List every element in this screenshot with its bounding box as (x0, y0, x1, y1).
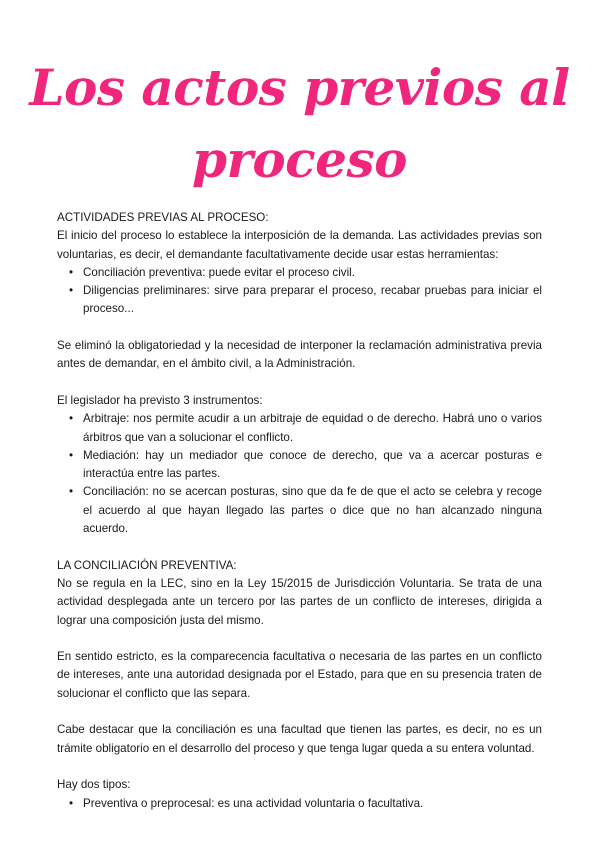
list-item-text: Conciliación: no se acercan posturas, sino que da fe de que el acto se celebra y recoge el acuerdo al que hayan llegado las partes o dice que no han alcanzado ninguna acuerdo. (83, 485, 542, 536)
page-title: Los actos previos al proceso (29, 58, 570, 189)
spacer (57, 319, 542, 337)
list-item (69, 264, 542, 282)
paragraph-conciliacion-1: No se regula en la LEC, sino en la Ley 15/2015 de Jurisdicción Voluntaria. Se trata de una actividad desplegada ante un tercero por las partes de un conflicto de intereses, dirigida a lograr una composición justa del mismo. (57, 576, 542, 627)
list-item-text: Preventiva o preprocesal: es una actividad voluntaria o facultativa. (83, 796, 424, 810)
spacer (57, 538, 542, 556)
paragraph-instrumentos-intro: El legislador ha previsto 3 instrumentos: (57, 393, 263, 407)
bullet-icon: • (69, 485, 74, 499)
bullet-icon: • (69, 448, 74, 462)
paragraph-obligatoriedad: Se eliminó la obligatoriedad y la necesidad de interponer la reclamación administrativa previa antes de demandar, en el ámbito civil, a la Administración. (57, 339, 542, 371)
list-item-text: Diligencias preliminares: sirve para preparar el proceso, recabar pruebas para iniciar el proceso... (83, 284, 542, 316)
bullet-icon: • (69, 265, 74, 279)
list-item (69, 282, 542, 319)
paragraph-actividades-intro: El inicio del proceso lo establece la interposición de la demanda. Las actividades previas son voluntarias, es decir, el demandante facultativamente decide usar estas herramientas: (57, 229, 542, 261)
list-item-text: Mediación: hay un mediador que conoce de derecho, que va a acercar posturas e interactúa entre las partes. (83, 448, 542, 481)
bullet-icon: • (69, 284, 74, 298)
bullet-icon: • (69, 412, 74, 426)
bullet-icon: • (69, 796, 74, 810)
paragraph-conciliacion-3: Cabe destacar que la conciliación es una facultad que tienen las partes, es decir, no es un trámite obligatorio en el desarrollo del proceso y que tenga lugar queda a su entera voluntad. (57, 723, 542, 755)
document-body (57, 209, 542, 813)
list-item (69, 795, 542, 813)
spacer (57, 758, 542, 776)
list-item-text: Arbitraje: nos permite acudir a un arbitraje de equidad o de derecho. Habrá uno o varios árbitros que van a solucionar el conflicto. (83, 412, 542, 444)
spacer (57, 630, 542, 648)
section-heading-conciliacion: LA CONCILIACIÓN PREVENTIVA: (57, 558, 237, 572)
section-heading-actividades: ACTIVIDADES PREVIAS AL PROCESO: (57, 211, 269, 224)
list-item (69, 483, 542, 538)
paragraph-conciliacion-2: En sentido estricto, es la comparecencia facultativa o necesaria de las partes en un conflicto de intereses, ante una autoridad designada por el Estado, para que en su presencia traten de solucionar el conflicto que las separa. (57, 650, 542, 700)
paragraph-tipos-intro: Hay dos tipos: (57, 778, 131, 792)
actividades-list (57, 264, 542, 319)
spacer (57, 703, 542, 721)
instrumentos-list (57, 410, 542, 538)
list-item-text: Conciliación preventiva: puede evitar el proceso civil. (83, 265, 355, 279)
tipos-list (57, 795, 542, 813)
list-item (69, 410, 542, 447)
spacer (57, 374, 542, 392)
list-item (69, 447, 542, 484)
